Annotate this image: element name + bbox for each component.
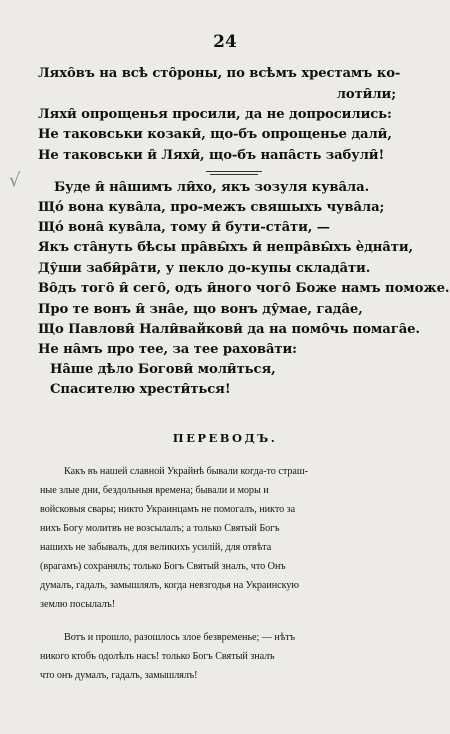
margin-check-mark: √	[9, 170, 21, 191]
separator-rule	[206, 171, 262, 172]
poem-line: Що Павлови̑ Нали̑вайкови̑ да на помо̑чь помага̑е.	[38, 322, 420, 337]
prose-line: землю посылалъ!	[40, 599, 116, 610]
poem-line: Якъ ста̑нуть бѣсы пра̑вы̑хъ и̑ непра̑вы̑хъ ѐдна̑ти,	[38, 240, 413, 255]
poem-line: На̑ше дѣло Богови̑ моли̑ться,	[50, 362, 276, 377]
section-title: ПЕРЕВОДЪ.	[172, 431, 278, 445]
page-number: 24	[213, 32, 237, 52]
poem-line: лоти̑ли;	[336, 87, 396, 102]
poem-line: Спасителю хрести̑ться!	[50, 382, 231, 397]
poem-line: Не таковськи и̑ Ляхи̑, що-бъ напа̑сть забули̑!	[38, 148, 385, 163]
prose-line: никого ктобъ одолѣлъ насъ! только Богъ Святый зналъ	[40, 651, 275, 662]
prose-line: Какъ въ нашей славной Украйнѣ бывали когда-то страш-	[64, 466, 309, 477]
poem-line: Щó вона кува̑ла, про-межъ свяшыхъ чува̑ла;	[38, 200, 385, 215]
poem-line: Ляхо̑въ на всѣ сто̑роны, по всѣмъ хрестамъ ко-	[38, 66, 401, 81]
prose-line: нашихъ не забывалъ, для великихъ усилій, для отвѣта	[40, 542, 272, 553]
prose-line: ные злые дни, бездольныя времена; бывали и моры и	[40, 485, 269, 496]
prose-line: (врагамъ) сохранялъ; только Богъ Святый зналъ, что Онъ	[40, 561, 286, 572]
poem-line: Щó вона̑ кува̑ла, тому и̑ бути-ста̑ти, —	[38, 220, 330, 235]
prose-line: нихъ Богу молитвъ не возсылалъ; а только Святый Богъ	[40, 523, 280, 534]
prose-line: Вотъ и прошло, разошлось злое безвременье; — нѣтъ	[64, 632, 295, 643]
poem-line: Буде и̑ на̑шимъ ли̑хо, якъ зозуля кува̑ла.	[54, 180, 370, 195]
poem-line: Не таковськи козаки̑, що-бъ опрощенье дали̑,	[38, 127, 392, 142]
separator-rule	[210, 174, 258, 175]
poem-line: Ду̑ши заби̑ра̑ти, у пекло до-купы склада̑ти.	[38, 261, 371, 276]
prose-line: войсковыя свары; никто Украинцамъ не помогалъ, никто за	[40, 504, 296, 515]
prose-line: думалъ, гадалъ, замышлялъ, когда невзгодья на Украинскую	[40, 580, 299, 591]
poem-line: Ляхи̑ опрощенья просили, да не допросились:	[38, 107, 392, 122]
poem-line: Не на̑мъ про тее, за тее рахова̑ти:	[38, 342, 297, 357]
prose-line: что онъ думалъ, гадалъ, замышлялъ!	[40, 670, 198, 681]
poem-line: Про те вонъ и̑ зна̑е, що вонъ ду̑мае, гада̑е,	[38, 302, 363, 317]
poem-line: Во̑дъ того̑ и̑ сего̑, одъ и̑ного чого̑ Боже намъ поможе.	[38, 281, 450, 296]
